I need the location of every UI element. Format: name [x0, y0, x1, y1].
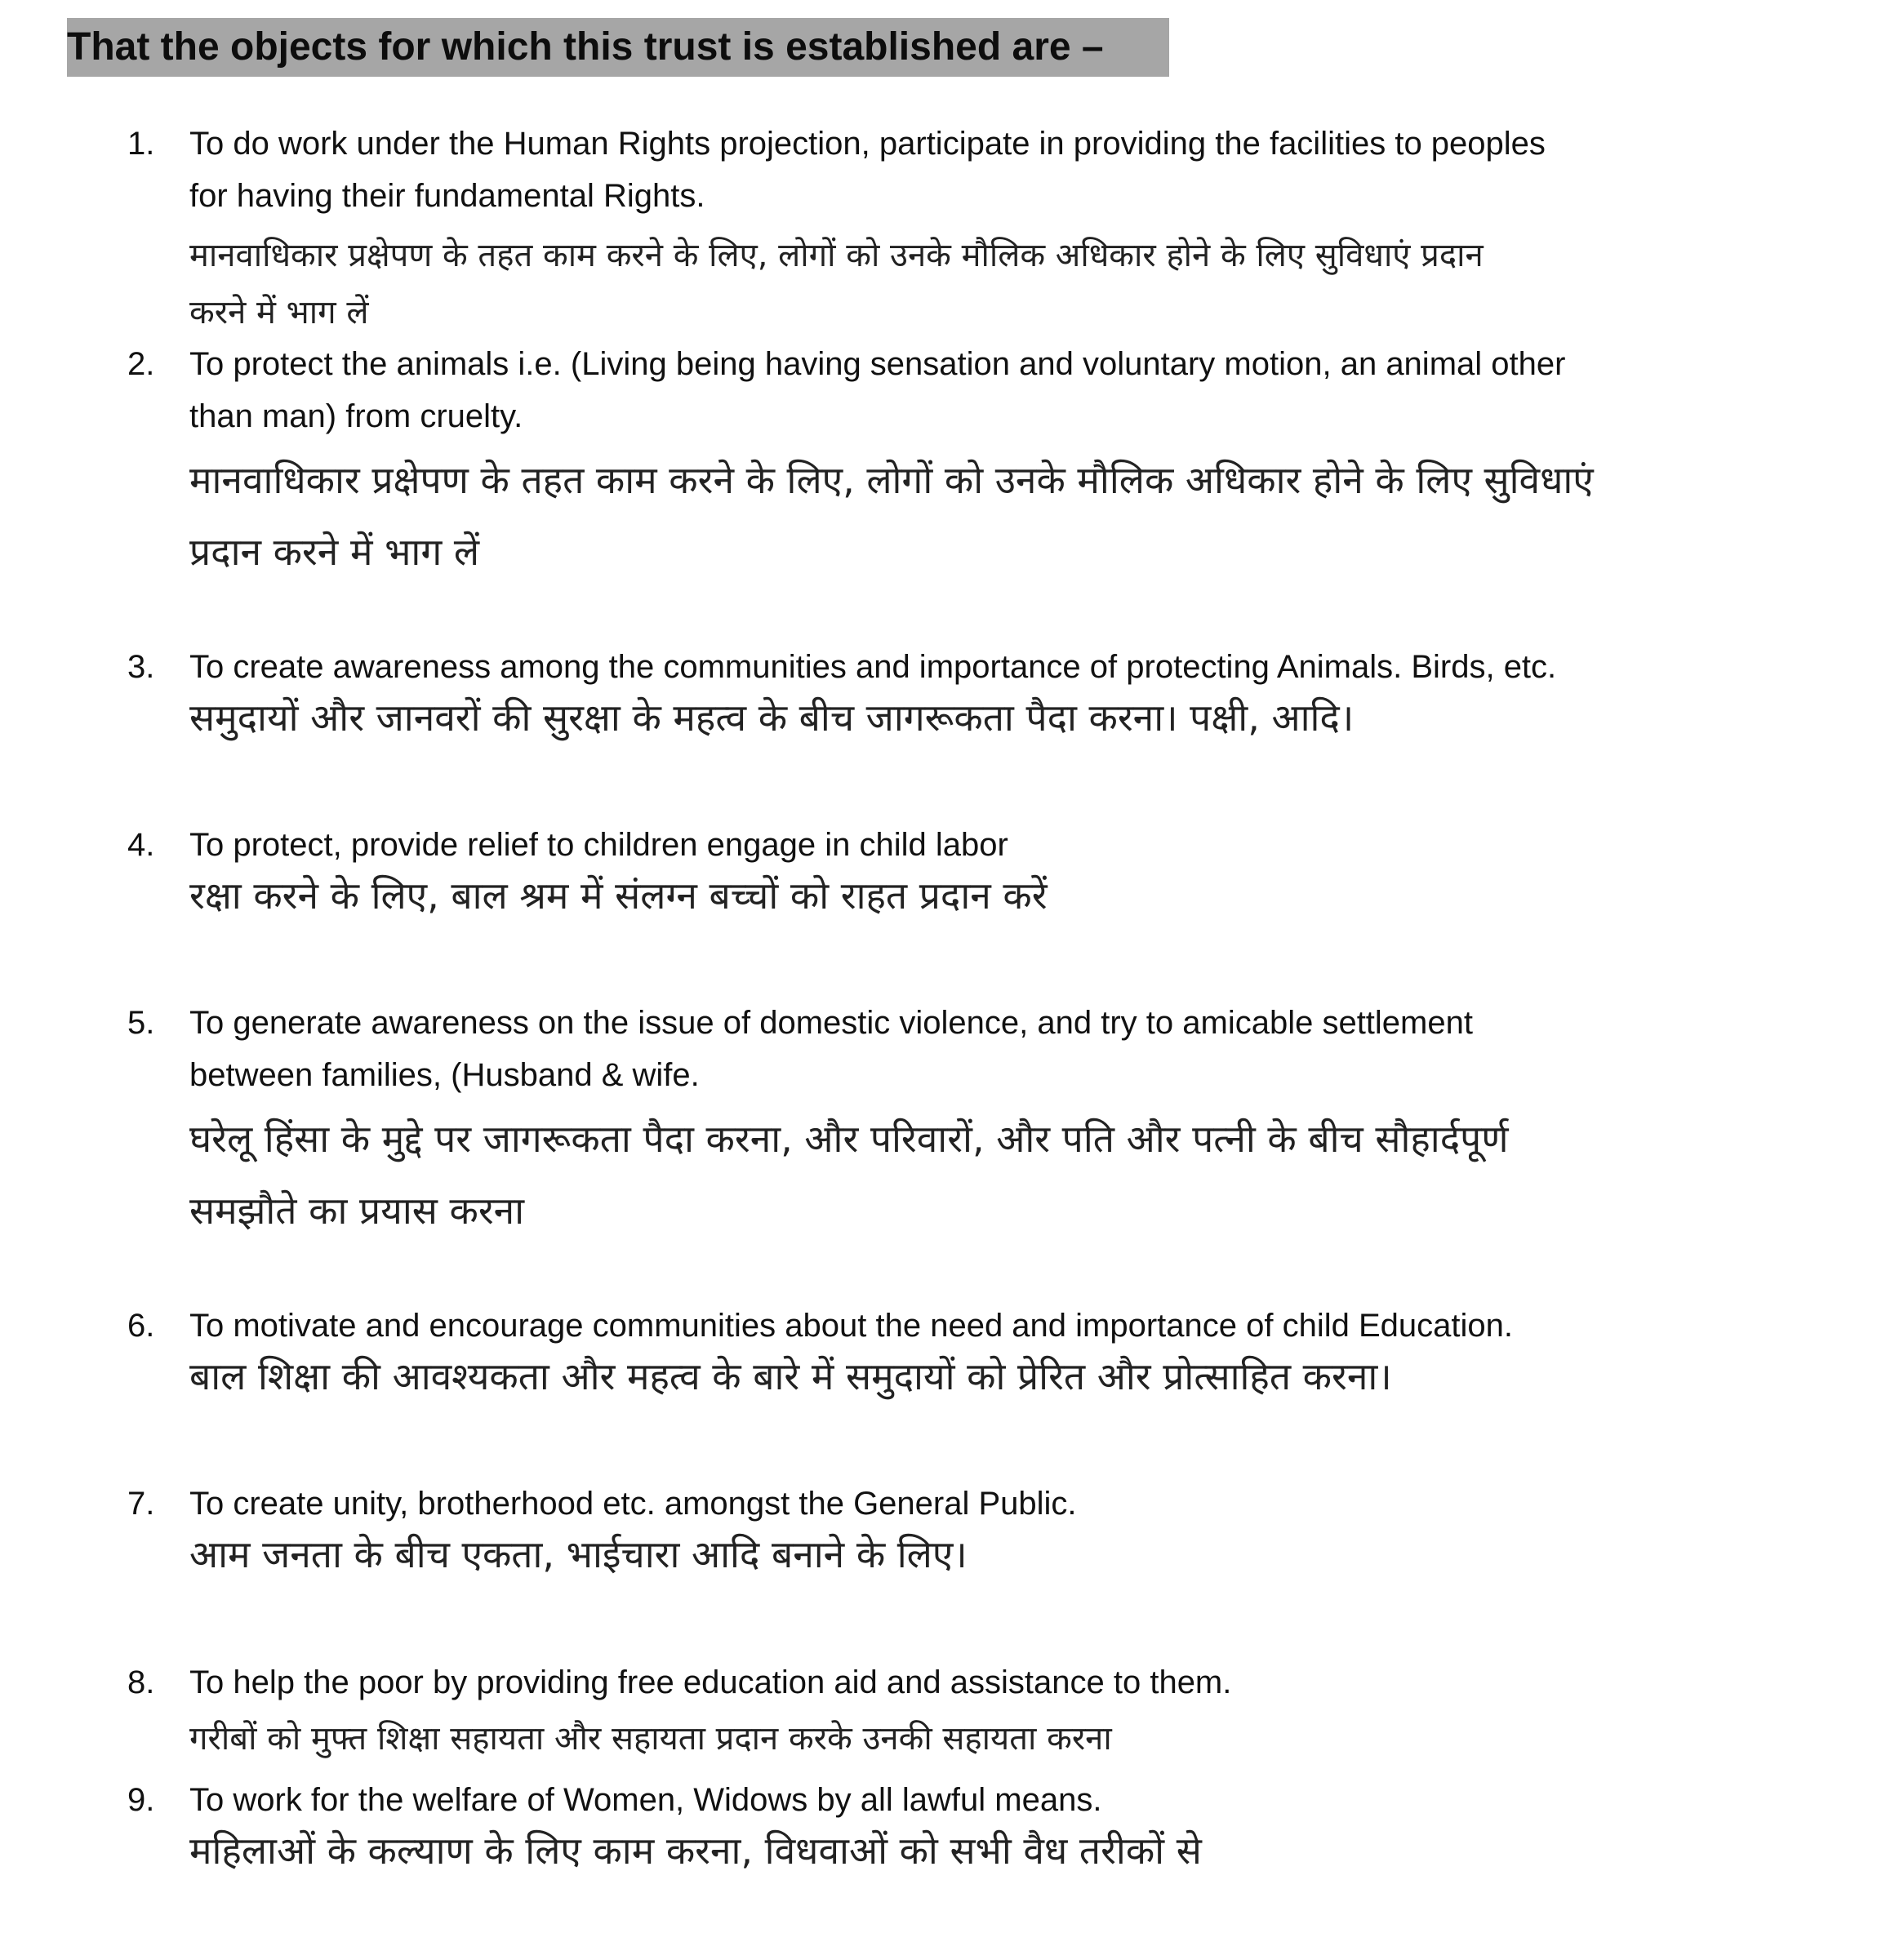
item-hindi-line: महिलाओं के कल्याण के लिए काम करना, विधवाओं को सभी वैध तरीकों से	[189, 1829, 1202, 1873]
item-hindi-line: बाल शिक्षा की आवश्यकता और महत्व के बारे में समुदायों को प्रेरित और प्रोत्साहित करना।	[189, 1354, 1392, 1398]
item-number: 8.	[127, 1664, 155, 1700]
item-english-line: To create awareness among the communities and importance of protecting Animals. Birds, etc.	[189, 649, 1557, 685]
item-english-line: To motivate and encourage communities about the need and importance of child Education.	[189, 1308, 1514, 1344]
item-hindi-line: घरेलू हिंसा के मुद्दे पर जागरूकता पैदा करना, और परिवारों, और पति और पत्नी के बीच सौहार्दपूर्ण	[189, 1117, 1509, 1161]
item-hindi-line: प्रदान करने में भाग लें	[189, 530, 480, 574]
item-hindi-line: मानवाधिकार प्रक्षेपण के तहत काम करने के लिए, लोगों को उनके मौलिक अधिकार होने के लिए सुविधाएं	[189, 458, 1594, 502]
item-number: 2.	[127, 346, 155, 382]
item-english-line: than man) from cruelty.	[189, 398, 523, 434]
item-hindi-line: रक्षा करने के लिए, बाल श्रम में संलग्न बच्चों को राहत प्रदान करें	[189, 873, 1048, 918]
item-english-line: between families, (Husband & wife.	[189, 1057, 700, 1093]
item-english-line: To protect, provide relief to children engage in child labor	[189, 827, 1008, 863]
item-number: 5.	[127, 1005, 155, 1041]
item-hindi-line: समुदायों और जानवरों की सुरक्षा के महत्व के बीच जागरूकता पैदा करना। पक्षी, आदि।	[189, 696, 1355, 740]
item-number: 6.	[127, 1308, 155, 1344]
item-hindi-line: गरीबों को मुफ्त शिक्षा सहायता और सहायता प्रदान करके उनकी सहायता करना	[189, 1720, 1112, 1758]
item-english-line: To generate awareness on the issue of domestic violence, and try to amicable settlement	[189, 1005, 1473, 1041]
item-hindi-line: आम जनता के बीच एकता, भाईचारा आदि बनाने के लिए।	[189, 1532, 968, 1576]
page-heading: That the objects for which this trust is established are –	[67, 18, 1169, 77]
item-number: 7.	[127, 1486, 155, 1522]
item-english-line: To protect the animals i.e. (Living being having sensation and voluntary motion, an animal other	[189, 346, 1566, 382]
item-number: 3.	[127, 649, 155, 685]
item-hindi-line: मानवाधिकार प्रक्षेपण के तहत काम करने के लिए, लोगों को उनके मौलिक अधिकार होने के लिए सुविधाएं प्रदान	[189, 237, 1484, 274]
item-number: 1.	[127, 126, 155, 162]
item-english-line: To help the poor by providing free education aid and assistance to them.	[189, 1664, 1232, 1700]
item-number: 9.	[127, 1782, 155, 1818]
item-hindi-line: करने में भाग लें	[189, 294, 369, 331]
item-english-line: To work for the welfare of Women, Widows by all lawful means.	[189, 1782, 1102, 1818]
item-hindi-line: समझौते का प्रयास करना	[189, 1189, 525, 1233]
item-number: 4.	[127, 827, 155, 863]
item-english-line: To create unity, brotherhood etc. amongst the General Public.	[189, 1486, 1077, 1522]
item-english-line: for having their fundamental Rights.	[189, 178, 705, 214]
item-english-line: To do work under the Human Rights projection, participate in providing the facilities to peoples	[189, 126, 1546, 162]
